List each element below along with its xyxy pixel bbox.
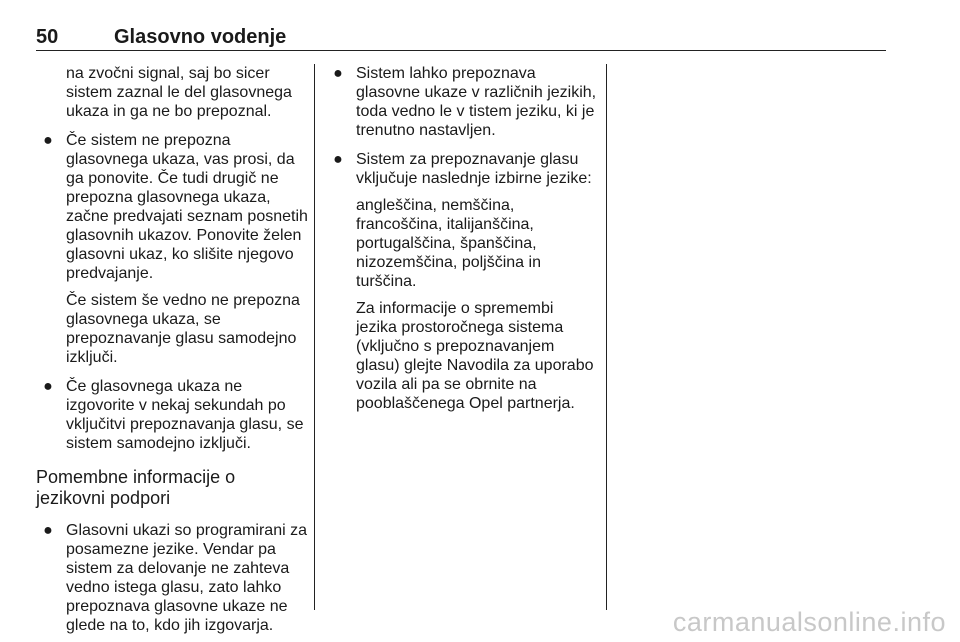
list-item [36,521,308,635]
list-item-subparagraph: Za informacije o spremembi jezika prostoročnega sistema (vključno s prepoznavanjem glasu) glejte Navodila za uporabo vozila ali pa se obrnite na pooblaščenega Opel partnerja. [356,300,594,412]
bullet-icon: ● [43,378,53,395]
list-item-text: Če glasovnega ukaza ne izgovorite v nekaj sekundah po vključitvi prepoznavanja glasu, se sistem samodejno izklјuči. [66,378,304,452]
column-middle [326,64,598,423]
list-item [36,377,308,453]
list-item [36,131,308,367]
list-item [326,64,598,140]
section-heading: Pomembne informacije o jezikovni podpori [36,467,236,508]
list-item-text: Če sistem ne prepozna glasovnega ukaza, vas prosi, da ga ponovite. Če tudi drugič ne prepozna glasovnega ukaza, začne predvajati seznam posnetih glasovnih ukazov. Ponovite želen glasovni ukaz, ko slišite njegovo predvajanje. [66,132,308,282]
list-item-text: Glasovni ukazi so programirani za posamezne jezike. Vendar pa sistem za delovanje ne zahteva vedno istega glasu, zato lahko prepoznava glasovne ukaze ne glede na to, kdo jih izgovarja. [66,522,307,634]
bullet-icon: ● [333,151,343,168]
list-item [326,150,598,413]
bullet-icon: ● [333,65,343,82]
column-divider-left [314,64,315,610]
bullet-icon: ● [43,132,53,149]
page-title: Glasovno vodenje [114,26,287,48]
list-item-text: Sistem lahko prepoznava glasovne ukaze v različnih jezikih, toda vedno le v tistem jeziku, ki je trenutno nastavljen. [356,65,597,139]
language-list: angleščina, nemščina, francoščina, italijanščina, portugalščina, španščina, nizozemščina, poljščina in turščina. [356,197,541,290]
page-number: 50 [36,26,59,48]
watermark-text: carmanualsonline.info [672,607,946,637]
column-divider-right [606,64,607,610]
bullet-icon: ● [43,522,53,539]
page-header [36,24,886,51]
list-item-subparagraph: Če sistem še vedno ne prepozna glasovnega ukaza, se prepoznavanje glasu samodejno izključi. [66,292,300,366]
continuation-paragraph: na zvočni signal, saj bo sicer sistem zaznal le del glasovnega ukaza in ga ne bo prepoznal. [66,65,292,120]
column-left [36,64,308,642]
list-item-text: Sistem za prepoznavanje glasu vključuje naslednje izbirne jezike: [356,151,592,187]
